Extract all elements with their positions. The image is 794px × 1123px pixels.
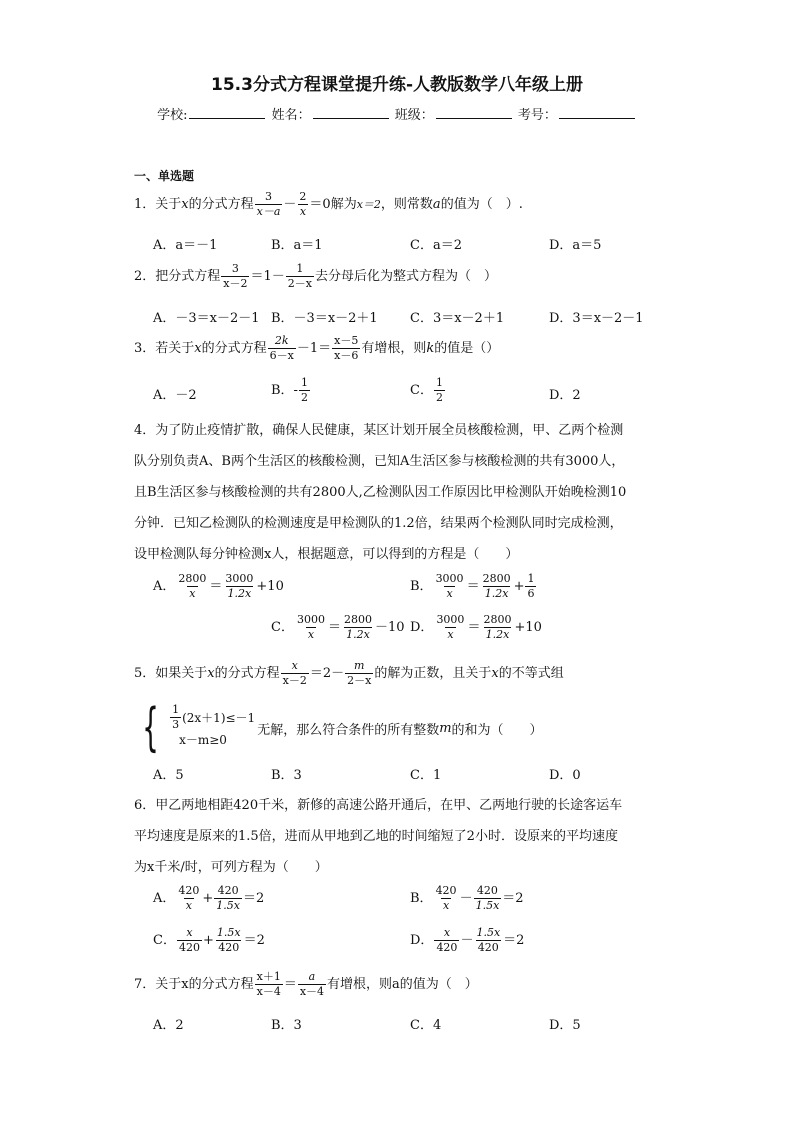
fraction — [481, 572, 513, 601]
numerator: 2800 — [483, 613, 512, 626]
denominator: x — [447, 628, 454, 641]
denominator: x－2 — [223, 277, 248, 290]
numerator: 420 — [435, 884, 457, 897]
q2-option-c[interactable]: C．3＝x－2＋1 — [410, 311, 505, 326]
q6-option-b[interactable] — [410, 884, 524, 913]
option-label: B． — [410, 579, 433, 594]
q7-option-b[interactable]: B．3 — [271, 1018, 302, 1033]
q4-line: 队分别负责A、B两个生活区的核酸检测，已知A生活区参与核酸检测的共有3000人， — [134, 454, 625, 469]
denominator: x — [307, 628, 315, 641]
page-title: 15.3分式方程课堂提升练-人教版数学八年级上册 — [211, 75, 583, 95]
denominator: 6－x — [269, 349, 294, 362]
q1-op: － — [283, 197, 297, 212]
numerator: 2800 — [178, 572, 207, 585]
option-label: A． — [153, 579, 176, 594]
q1-var: x — [181, 197, 189, 212]
option-label: A． — [153, 891, 176, 906]
numerator: 2k — [274, 334, 289, 347]
q7-fraction — [298, 970, 326, 999]
denominator: 420 — [477, 941, 499, 954]
q5-text: 的不等式组 — [498, 666, 564, 681]
school-blank — [189, 106, 265, 119]
q1-solution: x＝2 — [356, 198, 381, 211]
fraction — [474, 926, 502, 955]
numerator: 2800 — [343, 613, 372, 626]
denominator: x — [442, 899, 450, 912]
denominator: 1.5x — [216, 899, 240, 912]
q2-op: ＝1－ — [250, 269, 285, 284]
q5-option-b[interactable]: B．3 — [271, 768, 302, 783]
op: + — [513, 579, 525, 594]
q5-fraction — [281, 659, 309, 688]
student-info-line — [0, 104, 794, 123]
numerator: 3000 — [435, 572, 464, 585]
option-label: C． — [153, 933, 176, 948]
denominator: x — [189, 587, 196, 600]
numerator: 1.5x — [476, 926, 501, 939]
q4-line: 分钟．已知乙检测队的检测速度是甲检测队的1.2倍，结果两个检测队同时完成检测， — [134, 516, 623, 531]
numerator: 3 — [231, 262, 239, 275]
denominator: x－4 — [256, 985, 281, 998]
fraction — [176, 572, 208, 601]
exam-no-label: 考号： — [517, 108, 557, 123]
q3-option-c-fraction — [434, 376, 445, 405]
q1-text: 的值为（ ）. — [440, 197, 523, 212]
denominator: x－4 — [299, 985, 325, 998]
q3-var: k — [426, 341, 435, 356]
q4-option-c[interactable] — [271, 613, 405, 642]
q2-option-a[interactable]: A．－3＝x－2－1 — [153, 311, 260, 326]
denominator: x－2 — [282, 674, 307, 687]
question-7 — [134, 970, 478, 999]
q5-option-d[interactable]: D．0 — [549, 768, 581, 783]
q3-option-b-fraction — [299, 376, 310, 405]
fraction — [481, 613, 513, 642]
denominator: 1.2x — [484, 587, 509, 600]
question-6 — [134, 790, 674, 883]
q5-text: 的分式方程 — [214, 666, 280, 681]
q2-fraction — [221, 262, 249, 291]
question-5 — [134, 659, 564, 688]
numerator: 3000 — [436, 613, 465, 626]
q5-text: 无解，那么符合条件的所有整数 — [257, 722, 440, 738]
denominator: x — [185, 899, 192, 912]
q4-option-b[interactable] — [410, 572, 537, 601]
numerator: 3000 — [296, 613, 325, 626]
fraction — [176, 884, 201, 913]
numerator: 1 — [296, 262, 304, 275]
q6-option-c[interactable] — [153, 926, 265, 955]
section-heading: 一、单选题 — [134, 169, 195, 183]
q7-text: 7．关于x的分式方程 — [134, 977, 254, 992]
op: －10 — [374, 620, 405, 635]
fraction — [215, 926, 243, 955]
fraction — [214, 884, 242, 913]
denominator: 420 — [436, 941, 458, 954]
q5-var: m — [439, 720, 452, 736]
q7-text: 有增根，则a的值为（ ） — [327, 977, 478, 992]
q2-text: 2．把分式方程 — [134, 269, 221, 284]
numerator: x — [186, 926, 193, 939]
numerator: 2 — [299, 190, 307, 203]
q5-system-rows — [169, 702, 256, 750]
q5-var: x — [207, 666, 215, 681]
question-2 — [134, 262, 497, 291]
question-3 — [134, 334, 499, 363]
denominator: x－6 — [334, 349, 359, 362]
denominator: 3 — [172, 717, 180, 731]
q7-option-a[interactable]: A．2 — [153, 1018, 184, 1033]
q3-fraction — [332, 334, 360, 363]
op: + — [202, 891, 214, 906]
op: ＝2 — [243, 891, 265, 906]
denominator: x — [446, 587, 453, 600]
op: +10 — [514, 620, 542, 635]
numerator: 420 — [476, 884, 498, 897]
denominator: x－a — [256, 205, 281, 218]
q1-option-b[interactable]: B．a＝1 — [271, 238, 323, 253]
fraction — [434, 884, 459, 913]
numerator: 420 — [178, 884, 200, 897]
q5-option-a[interactable]: A．5 — [153, 768, 184, 783]
numerator: 1.5x — [216, 926, 241, 939]
op: ＝ — [467, 620, 481, 635]
numerator: x＋1 — [256, 970, 281, 983]
op: ＝ — [466, 579, 480, 594]
numerator: 1 — [300, 376, 308, 389]
q7-op: ＝ — [283, 977, 297, 992]
q4-line: 4．为了防止疫情扩散，确保人民健康，某区计划开展全员核酸检测，甲、乙两个检测 — [134, 423, 624, 438]
denominator: 1.2x — [227, 587, 252, 600]
q3-fraction — [268, 334, 296, 363]
q2-fraction — [286, 262, 314, 291]
fraction — [434, 926, 459, 955]
q7-option-c[interactable]: C．4 — [410, 1018, 442, 1033]
exam-no-blank — [559, 106, 635, 119]
q3-option-a[interactable]: A．－2 — [153, 388, 197, 403]
q5-inequality-system — [134, 698, 543, 758]
fraction — [342, 613, 374, 642]
denominator: 2－x — [347, 674, 372, 687]
class-blank — [436, 106, 512, 119]
fraction — [223, 572, 255, 601]
q1-text: 的分式方程 — [188, 197, 254, 212]
q1-option-a[interactable]: A．a＝－1 — [153, 238, 218, 253]
q1-var: a — [432, 197, 441, 212]
op: ＝2 — [243, 933, 265, 948]
op: ＝ — [327, 620, 341, 635]
q7-option-d[interactable]: D．5 — [549, 1018, 581, 1033]
q3-text: 的分式方程 — [201, 341, 267, 356]
op: － — [459, 891, 473, 906]
q5-text: 5．如果关于 — [134, 666, 208, 681]
q2-option-d[interactable]: D．3＝x－2－1 — [549, 311, 644, 326]
fraction — [474, 884, 502, 913]
q6-option-a[interactable] — [153, 884, 264, 913]
question-1 — [134, 190, 523, 219]
numerator: a — [308, 970, 316, 983]
denominator: 2 — [435, 391, 443, 404]
q3-op: －1＝ — [296, 341, 332, 356]
q5-row1-expr: (2x＋1)≤－1 — [182, 710, 256, 725]
q1-text: ＝0解为 — [309, 197, 357, 212]
numerator: x－5 — [334, 334, 359, 347]
numerator: 2800 — [482, 572, 511, 585]
option-label: D． — [410, 620, 434, 635]
q5-option-c[interactable]: C．1 — [410, 768, 442, 783]
q6-line: 6．甲乙两地相距420千米，新修的高速公路开通后，在甲、乙两地行驶的长途客运车 — [134, 798, 623, 813]
q1-option-d[interactable]: D．a＝5 — [549, 238, 602, 253]
q1-fraction — [255, 190, 283, 219]
op: － — [460, 933, 474, 948]
numerator: x — [291, 659, 298, 672]
q3-option-b[interactable] — [271, 376, 311, 405]
denominator: 1.2x — [346, 628, 370, 641]
school-label: 学校: — [157, 108, 188, 123]
numerator: 1 — [527, 572, 535, 585]
q3-text: 3．若关于 — [134, 341, 195, 356]
numerator: 420 — [217, 884, 239, 897]
denominator: 1.5x — [475, 899, 500, 912]
q1-text: ，则常数 — [380, 197, 433, 212]
q5-text: 的解为正数，且关于 — [374, 666, 492, 681]
q7-fraction — [255, 970, 283, 999]
q6-line: 为x千米/时，可列方程为（ ） — [134, 860, 328, 875]
denominator: 420 — [178, 941, 200, 954]
q6-option-d[interactable] — [410, 926, 524, 955]
fraction — [295, 613, 327, 642]
option-label: B． — [410, 891, 433, 906]
q5-var: x — [491, 666, 499, 681]
fraction — [177, 926, 202, 955]
fraction — [525, 572, 536, 601]
class-label: 班级： — [394, 108, 434, 123]
numerator: m — [354, 659, 365, 672]
q4-option-d[interactable] — [410, 613, 542, 642]
name-label: 姓名： — [271, 108, 311, 123]
q3-option-d[interactable]: D．2 — [549, 388, 581, 403]
denominator: x — [299, 205, 307, 218]
numerator: 1 — [435, 376, 443, 389]
q5-system-row-1 — [169, 702, 256, 731]
denominator: 420 — [218, 941, 240, 954]
op: + — [202, 933, 214, 948]
q1-option-c[interactable]: C．a＝2 — [410, 238, 462, 253]
q5-fraction — [345, 659, 373, 688]
q4-option-a[interactable] — [153, 572, 284, 601]
op: +10 — [256, 579, 284, 594]
q3-option-c-label: C． — [410, 383, 433, 398]
q5-system-row-2: x－m≥0 — [179, 732, 227, 747]
op: ＝2 — [502, 891, 524, 906]
q4-line: 且B生活区参与核酸检测的共有2800人,乙检测队因工作原因比甲检测队开始晚检测10 — [134, 485, 627, 500]
q3-option-c[interactable] — [410, 376, 446, 405]
name-blank — [313, 106, 389, 119]
brace-icon: { — [142, 698, 159, 758]
q5-op: ＝2－ — [309, 666, 345, 681]
q4-line: 设甲检测队每分钟检测x人，根据题意，可以得到的方程是（ ） — [134, 547, 519, 562]
q3-option-b-label: B．- — [271, 383, 298, 398]
numerator: 3000 — [225, 572, 254, 585]
numerator: 3 — [265, 190, 273, 203]
q3-text: 有增根，则 — [361, 341, 427, 356]
q1-text: 1．关于 — [134, 197, 182, 212]
op: ＝ — [209, 579, 223, 594]
option-label: C． — [271, 620, 294, 635]
q1-fraction — [297, 190, 308, 219]
denominator: 6 — [527, 587, 535, 600]
q6-line: 平均速度是原来的1.5倍，进而从甲地到乙地的时间缩短了2小时．设原来的平均速度 — [134, 829, 618, 844]
option-label: D． — [410, 933, 434, 948]
q2-text: 去分母后化为整式方程为（ ） — [314, 269, 497, 284]
denominator: 1.2x — [485, 628, 510, 641]
numerator: 1 — [172, 702, 180, 716]
q2-option-b[interactable]: B．－3＝x－2＋1 — [271, 311, 378, 326]
denominator: 2－x — [287, 277, 312, 290]
numerator: x — [443, 926, 451, 939]
q5-text: 的和为（ ） — [451, 722, 543, 738]
q3-var: x — [194, 341, 202, 356]
fraction — [434, 572, 466, 601]
q3-text: 的值是（） — [434, 341, 500, 356]
op: ＝2 — [503, 933, 525, 948]
denominator: 2 — [300, 391, 308, 404]
fraction — [434, 613, 466, 642]
question-4 — [134, 415, 674, 570]
